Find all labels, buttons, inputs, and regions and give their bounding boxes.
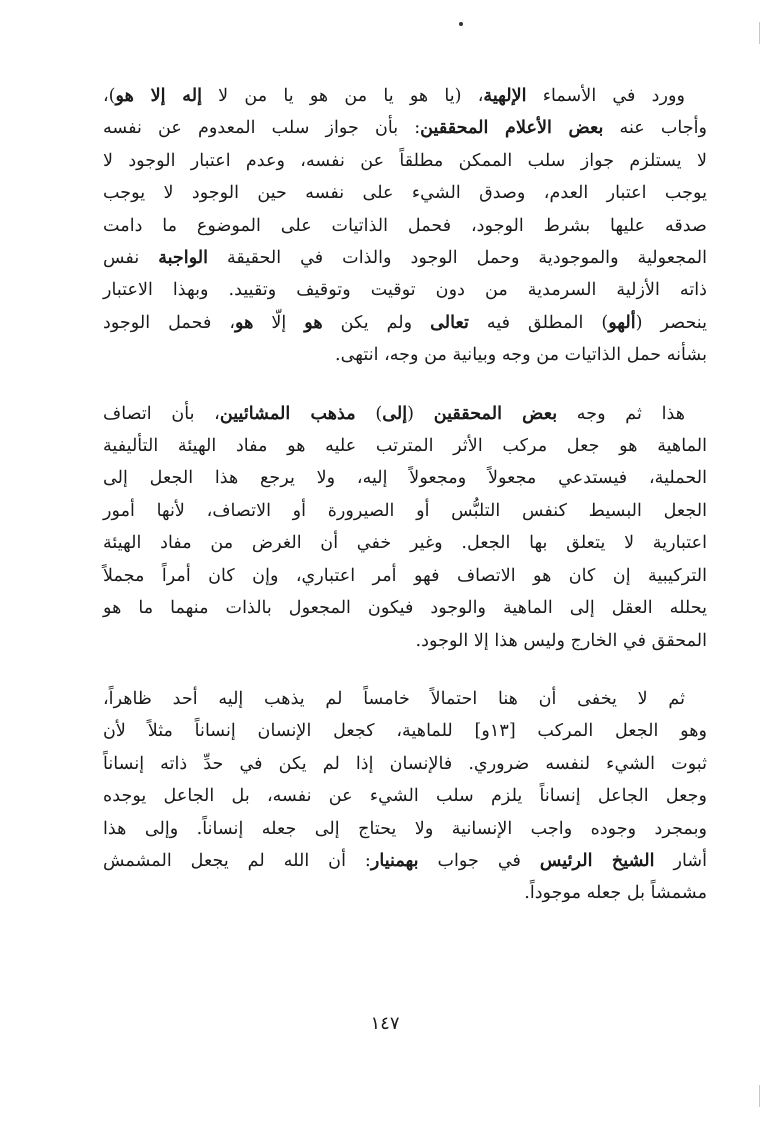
text-span: المجعولية والموجودية وحمل الوجود والذات في الحقيقة: [208, 248, 707, 269]
text-line: [103, 80, 707, 112]
text-span: : أن الله لم يجعل المشمش: [103, 850, 371, 871]
body-text: [103, 80, 707, 936]
text-line: [103, 112, 707, 144]
text-span: وبمجرد وجوده واجب الإنسانية ولا يحتاج إلى جعله إنساناً. وإلى هذا: [103, 818, 707, 839]
text-span: مشمشاً بل جعله موجوداً.: [524, 883, 707, 904]
text-span: : بأن جواز سلب المعدوم عن نفسه: [103, 118, 421, 139]
text-line: [103, 242, 707, 274]
text-span: ، فحمل الوجود: [103, 312, 236, 333]
text-span: ، (يا هو يا من هو يا من لا: [201, 86, 484, 106]
header-dot-mark: [459, 22, 463, 26]
bold-text-span: الشيخ الرئيس: [539, 849, 655, 871]
text-span: المحقق في الخارج وليس هذا إلا الوجود.: [415, 630, 707, 651]
text-span: ): [355, 403, 383, 424]
text-span: ثم لا يخفى أن هنا احتمالاً خامساً لم يذهب إليه أحد ظاهراً،: [103, 688, 685, 709]
text-span: اعتبارية لا يتعلق بها الجعل. وغير خفي أن الغرض من مفاد الهيئة: [103, 533, 707, 554]
text-span: الماهية هو جعل مركب الأثر المترتب عليه هو مفاد الهيئة التأليفية: [103, 436, 707, 457]
text-line: [103, 210, 707, 242]
text-line: [103, 560, 707, 592]
text-line: [103, 430, 707, 462]
text-span: إلّا: [253, 312, 305, 333]
text-line: [103, 274, 707, 306]
text-span: أشار: [654, 850, 707, 871]
bold-text-span: هو: [235, 311, 254, 333]
page-number: ١٤٧: [370, 1013, 400, 1034]
bold-text-span: مذهب المشائيين: [219, 402, 356, 424]
bold-text-span: بعض الأعلام المحققين: [420, 117, 604, 139]
text-span: الجعل البسيط كنفس التلبُّس أو الصيرورة أو الاتصاف، لأنها أمور: [103, 500, 707, 521]
text-span: ، بأن اتصاف: [103, 403, 220, 424]
text-span: التركيبية إن كان هو الاتصاف فهو أمر اعتباري، وإن كان أمراً مجملاً: [103, 565, 707, 586]
text-span: وأجاب عنه: [603, 118, 708, 139]
paragraph: [103, 683, 707, 910]
text-line: [103, 813, 707, 845]
bold-text-span: بعض المحققين: [433, 402, 558, 424]
bold-text-span: الواجبة: [158, 247, 209, 269]
text-line: [103, 527, 707, 559]
text-line: [103, 307, 707, 339]
text-line: [103, 462, 707, 494]
text-span: هذا ثم وجه: [557, 403, 685, 424]
paragraph: [103, 398, 707, 657]
text-span: ينحصر (: [635, 312, 708, 333]
text-span: ثبوت الشيء لنفسه ضروري. فالإنسان إذا لم يكن في حدِّ ذاته إنساناً: [103, 753, 707, 774]
text-line: [103, 625, 707, 657]
text-span: (: [407, 403, 434, 424]
text-span: وجعل الجاعل إنساناً يلزم سلب الشيء عن نفسه، بل الجاعل يوجده: [103, 786, 707, 807]
text-line: [103, 845, 707, 877]
text-line: [103, 398, 707, 430]
text-span: صدقه عليها بشرط الوجود، فحمل الذاتيات على الموضوع ما دامت: [103, 215, 707, 236]
text-span: ذاته الأزلية السرمدية من دون توقيت وتوقيف وتقييد. وبهذا الاعتبار: [103, 280, 707, 301]
corner-tick-mark: [759, 1085, 760, 1107]
text-line: [103, 715, 707, 747]
paragraph: [103, 80, 707, 372]
text-span: )،: [103, 86, 116, 106]
text-line: [103, 780, 707, 812]
text-span: لا يستلزم جواز سلب الممكن مطلقاً عن نفسه، وعدم اعتبار الوجود لا: [103, 150, 707, 171]
text-line: [103, 592, 707, 624]
bold-text-span: تعالى: [430, 311, 469, 333]
text-span: بشأنه حمل الذاتيات من وجه وبيانية من وجه، انتهى.: [335, 345, 707, 366]
text-span: يحلله العقل إلى الماهية والوجود فيكون المجعول بالذات منهما ما هو: [103, 598, 707, 619]
text-line: [103, 495, 707, 527]
text-span: يوجب اعتبار العدم، وصدق الشيء على نفسه حين الوجود لا يوجب: [103, 183, 707, 204]
bold-text-span: بهمنيار: [370, 849, 419, 871]
text-line: [103, 339, 707, 371]
text-line: [103, 145, 707, 177]
text-line: [103, 683, 707, 715]
text-span: ولم يكن: [322, 312, 431, 333]
text-span: وورد في الأسماء: [526, 86, 685, 106]
text-span: ) المطلق فيه: [468, 312, 609, 333]
text-span: وهو الجعل المركب [١٣و] للماهية، كجعل الإنسان إنساناً مثلاً لأن: [103, 721, 707, 742]
text-span: نفس: [103, 248, 159, 269]
text-span: الحملية، فيستدعي مجعولاً ومجعولاً إليه، ولا يرجع هذا الجعل إلى: [103, 468, 707, 489]
text-span: في جواب: [418, 850, 540, 871]
text-line: [103, 177, 707, 209]
text-line: [103, 748, 707, 780]
bold-text-span: هو: [304, 311, 323, 333]
text-line: [103, 877, 707, 909]
bold-text-span: الإلهية: [483, 85, 527, 106]
bold-text-span: إلى: [382, 402, 408, 424]
corner-tick-mark: [759, 22, 760, 44]
bold-text-span: إله إلا هو: [115, 85, 202, 106]
bold-text-span: ألهو: [608, 311, 636, 333]
